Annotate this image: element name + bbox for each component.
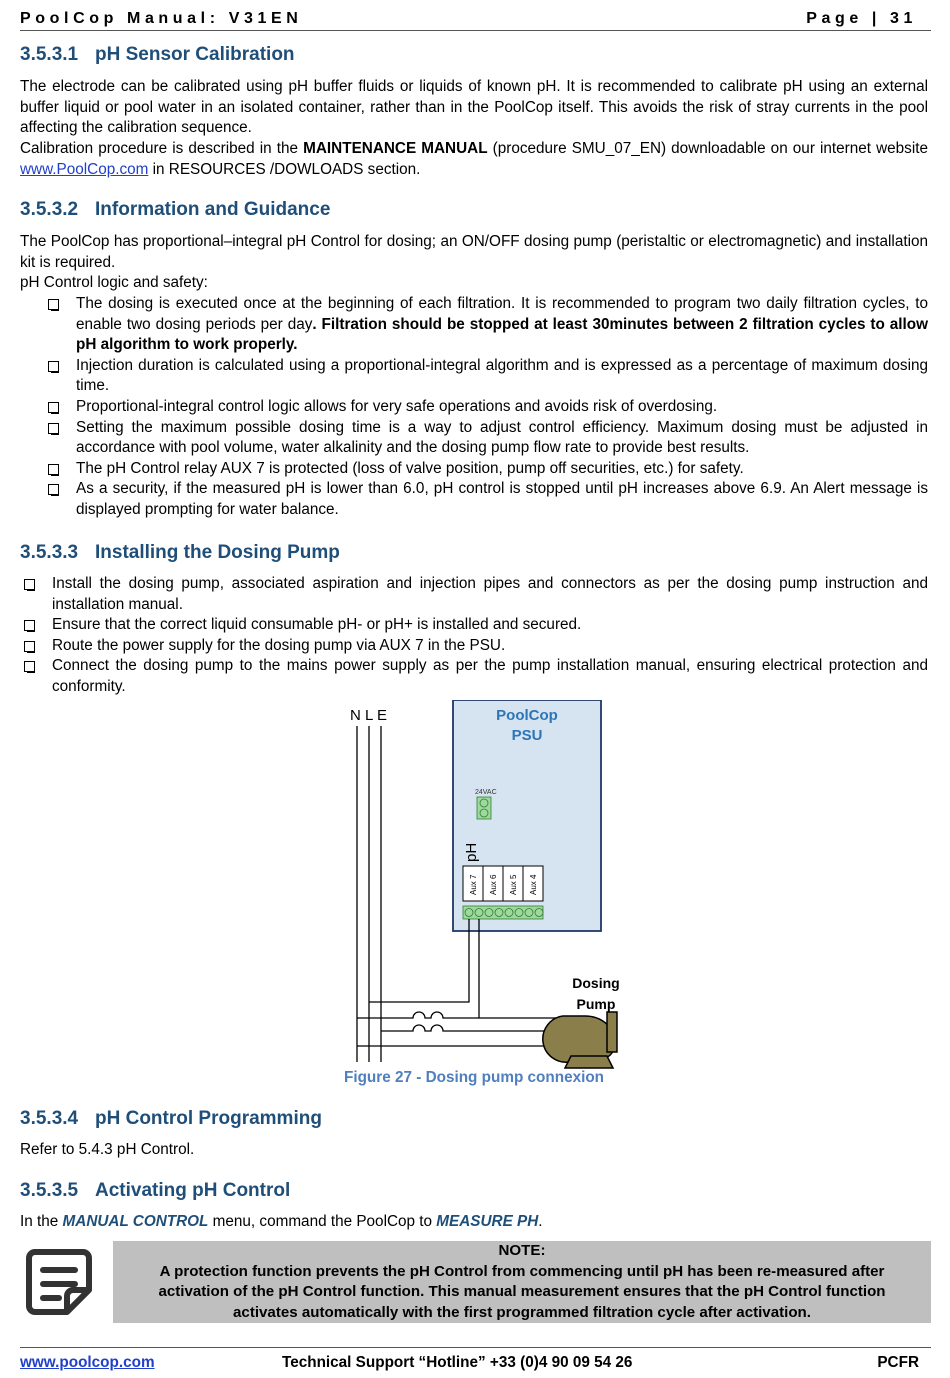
list-item: Injection duration is calculated using a proportional-integral algorithm and is expressed as a percentage of maximum dosing time.	[44, 356, 928, 397]
heading-information-guidance: 3.5.3.2 Information and Guidance	[20, 199, 331, 220]
page-footer	[20, 1347, 931, 1376]
list-item: Install the dosing pump, associated aspiration and injection pipes and connectors as per the dosing pump instruction and installation manual.	[20, 574, 928, 615]
poolcop-website-link[interactable]: www.PoolCop.com	[20, 160, 149, 178]
checkbox-bullet-icon	[48, 402, 59, 413]
list-item: The pH Control relay AUX 7 is protected (loss of valve position, pump off securities, etc.) for safety.	[44, 459, 928, 480]
activating-paragraph: In the MANUAL CONTROL menu, command the PoolCop to MEASURE PH.	[20, 1213, 543, 1230]
psu-label-1: PoolCop	[496, 707, 558, 724]
checkbox-bullet-icon	[48, 484, 59, 495]
page-header	[20, 8, 931, 31]
pump-label-2: Pump	[576, 996, 616, 1012]
terminal-strip	[463, 906, 543, 919]
list-item: The dosing is executed once at the beginning of each filtration. It is recommended to program two daily filtration cycles, to enable two dosing periods per day. Filtration should be stopped at least 30minutes between 2 filtration cycles to allow pH algorithm to work properly.	[44, 294, 928, 356]
psu-label-2: PSU	[511, 727, 543, 744]
checkbox-bullet-icon	[48, 361, 59, 372]
aux-relay-block	[463, 866, 543, 901]
programming-reference: Refer to 5.4.3 pH Control.	[20, 1141, 195, 1158]
list-item: As a security, if the measured pH is lower than 6.0, pH control is stopped until pH increases above 6.9. An Alert message is displayed prompting for water balance.	[44, 479, 928, 520]
heading-activating-ph-control: 3.5.3.5 Activating pH Control	[20, 1180, 291, 1201]
checkbox-bullet-icon	[48, 299, 59, 310]
checkbox-bullet-icon	[24, 661, 35, 672]
pump-label-1: Dosing	[572, 975, 620, 991]
aux7-wire-2	[479, 919, 563, 1018]
24vac-label: 24VAC	[475, 789, 497, 796]
checkbox-bullet-icon	[24, 579, 35, 590]
list-item: Route the power supply for the dosing pump via AUX 7 in the PSU.	[20, 636, 928, 657]
checkbox-bullet-icon	[24, 641, 35, 652]
manual-title: PoolCop Manual: V31EN	[20, 10, 303, 27]
footer-website-link[interactable]: www.poolcop.com	[20, 1354, 155, 1371]
install-steps-list	[20, 574, 928, 698]
aux6-label: Aux 6	[489, 874, 498, 895]
24vac-terminal	[477, 797, 491, 819]
neutral-to-pump-wire	[381, 1025, 563, 1031]
dosing-pump-wiring-diagram	[345, 700, 635, 1070]
note-body: A protection function prevents the pH Control from commencing until pH has been re-measured after activation of the pH Control function. This manual measurement ensures that the pH Control function activates automatically with the first programmed filtration cycle after activation.	[158, 1262, 886, 1321]
calibration-procedure-paragraph: Calibration procedure is described in the MAINTENANCE MANUAL (procedure SMU_07_EN) downloadable on our internet website www.PoolCop.com in RESOURCES /DOWLOADS section.	[20, 140, 928, 178]
footer-code: PCFR	[877, 1354, 919, 1371]
aux5-label: Aux 5	[509, 874, 518, 895]
aux7-label: Aux 7	[469, 874, 478, 895]
list-item: Setting the maximum possible dosing time is a way to adjust control efficiency. Maximum dosing must be adjusted in accordance with pool volume, water alkalinity and the dosing pump flow rate to provide best results.	[44, 418, 928, 459]
page-number: Page | 31	[806, 10, 917, 27]
heading-ph-control-programming: 3.5.3.4 pH Control Programming	[20, 1108, 322, 1129]
live-to-pump-wire	[357, 1012, 479, 1018]
logic-safety-label: pH Control logic and safety:	[20, 274, 208, 291]
manual-page	[20, 0, 931, 1378]
heading-installing-dosing-pump: 3.5.3.3 Installing the Dosing Pump	[20, 542, 340, 563]
note-icon	[25, 1248, 93, 1316]
checkbox-bullet-icon	[48, 423, 59, 434]
footer-hotline: Technical Support “Hotline” +33 (0)4 90 09 54 26	[282, 1354, 633, 1371]
nle-label: N L E	[350, 707, 387, 724]
figure-caption: Figure 27 - Dosing pump connexion	[343, 1069, 605, 1086]
ph-label: pH	[463, 842, 480, 862]
aux4-label: Aux 4	[529, 874, 538, 895]
list-item: Proportional-integral control logic allows for very safe operations and avoids risk of overdosing.	[44, 397, 928, 418]
note-title: NOTE:	[498, 1242, 546, 1259]
heading-ph-sensor-calibration: 3.5.3.1 pH Sensor Calibration	[20, 44, 295, 65]
guidance-list	[44, 294, 928, 521]
calibration-paragraph: The electrode can be calibrated using pH buffer fluids or liquids of known pH. It is recommended to calibrate pH using an external buffer liquid or pool water in an isolated container, rather than in the PoolCop itself. This avoids the risk of stray currents in the pool affecting the calibration sequence.	[20, 78, 928, 137]
dosing-pump-icon	[543, 1012, 617, 1068]
guidance-intro-paragraph: The PoolCop has proportional–integral pH Control for dosing; an ON/OFF dosing pump (peristaltic or electromagnetic) and installation kit is required.	[20, 233, 928, 271]
checkbox-bullet-icon	[48, 464, 59, 475]
checkbox-bullet-icon	[24, 620, 35, 631]
note-box	[113, 1241, 931, 1323]
list-item: Connect the dosing pump to the mains power supply as per the pump installation manual, ensuring electrical protection and conformity.	[20, 656, 928, 697]
list-item: Ensure that the correct liquid consumable pH- or pH+ is installed and secured.	[20, 615, 928, 636]
